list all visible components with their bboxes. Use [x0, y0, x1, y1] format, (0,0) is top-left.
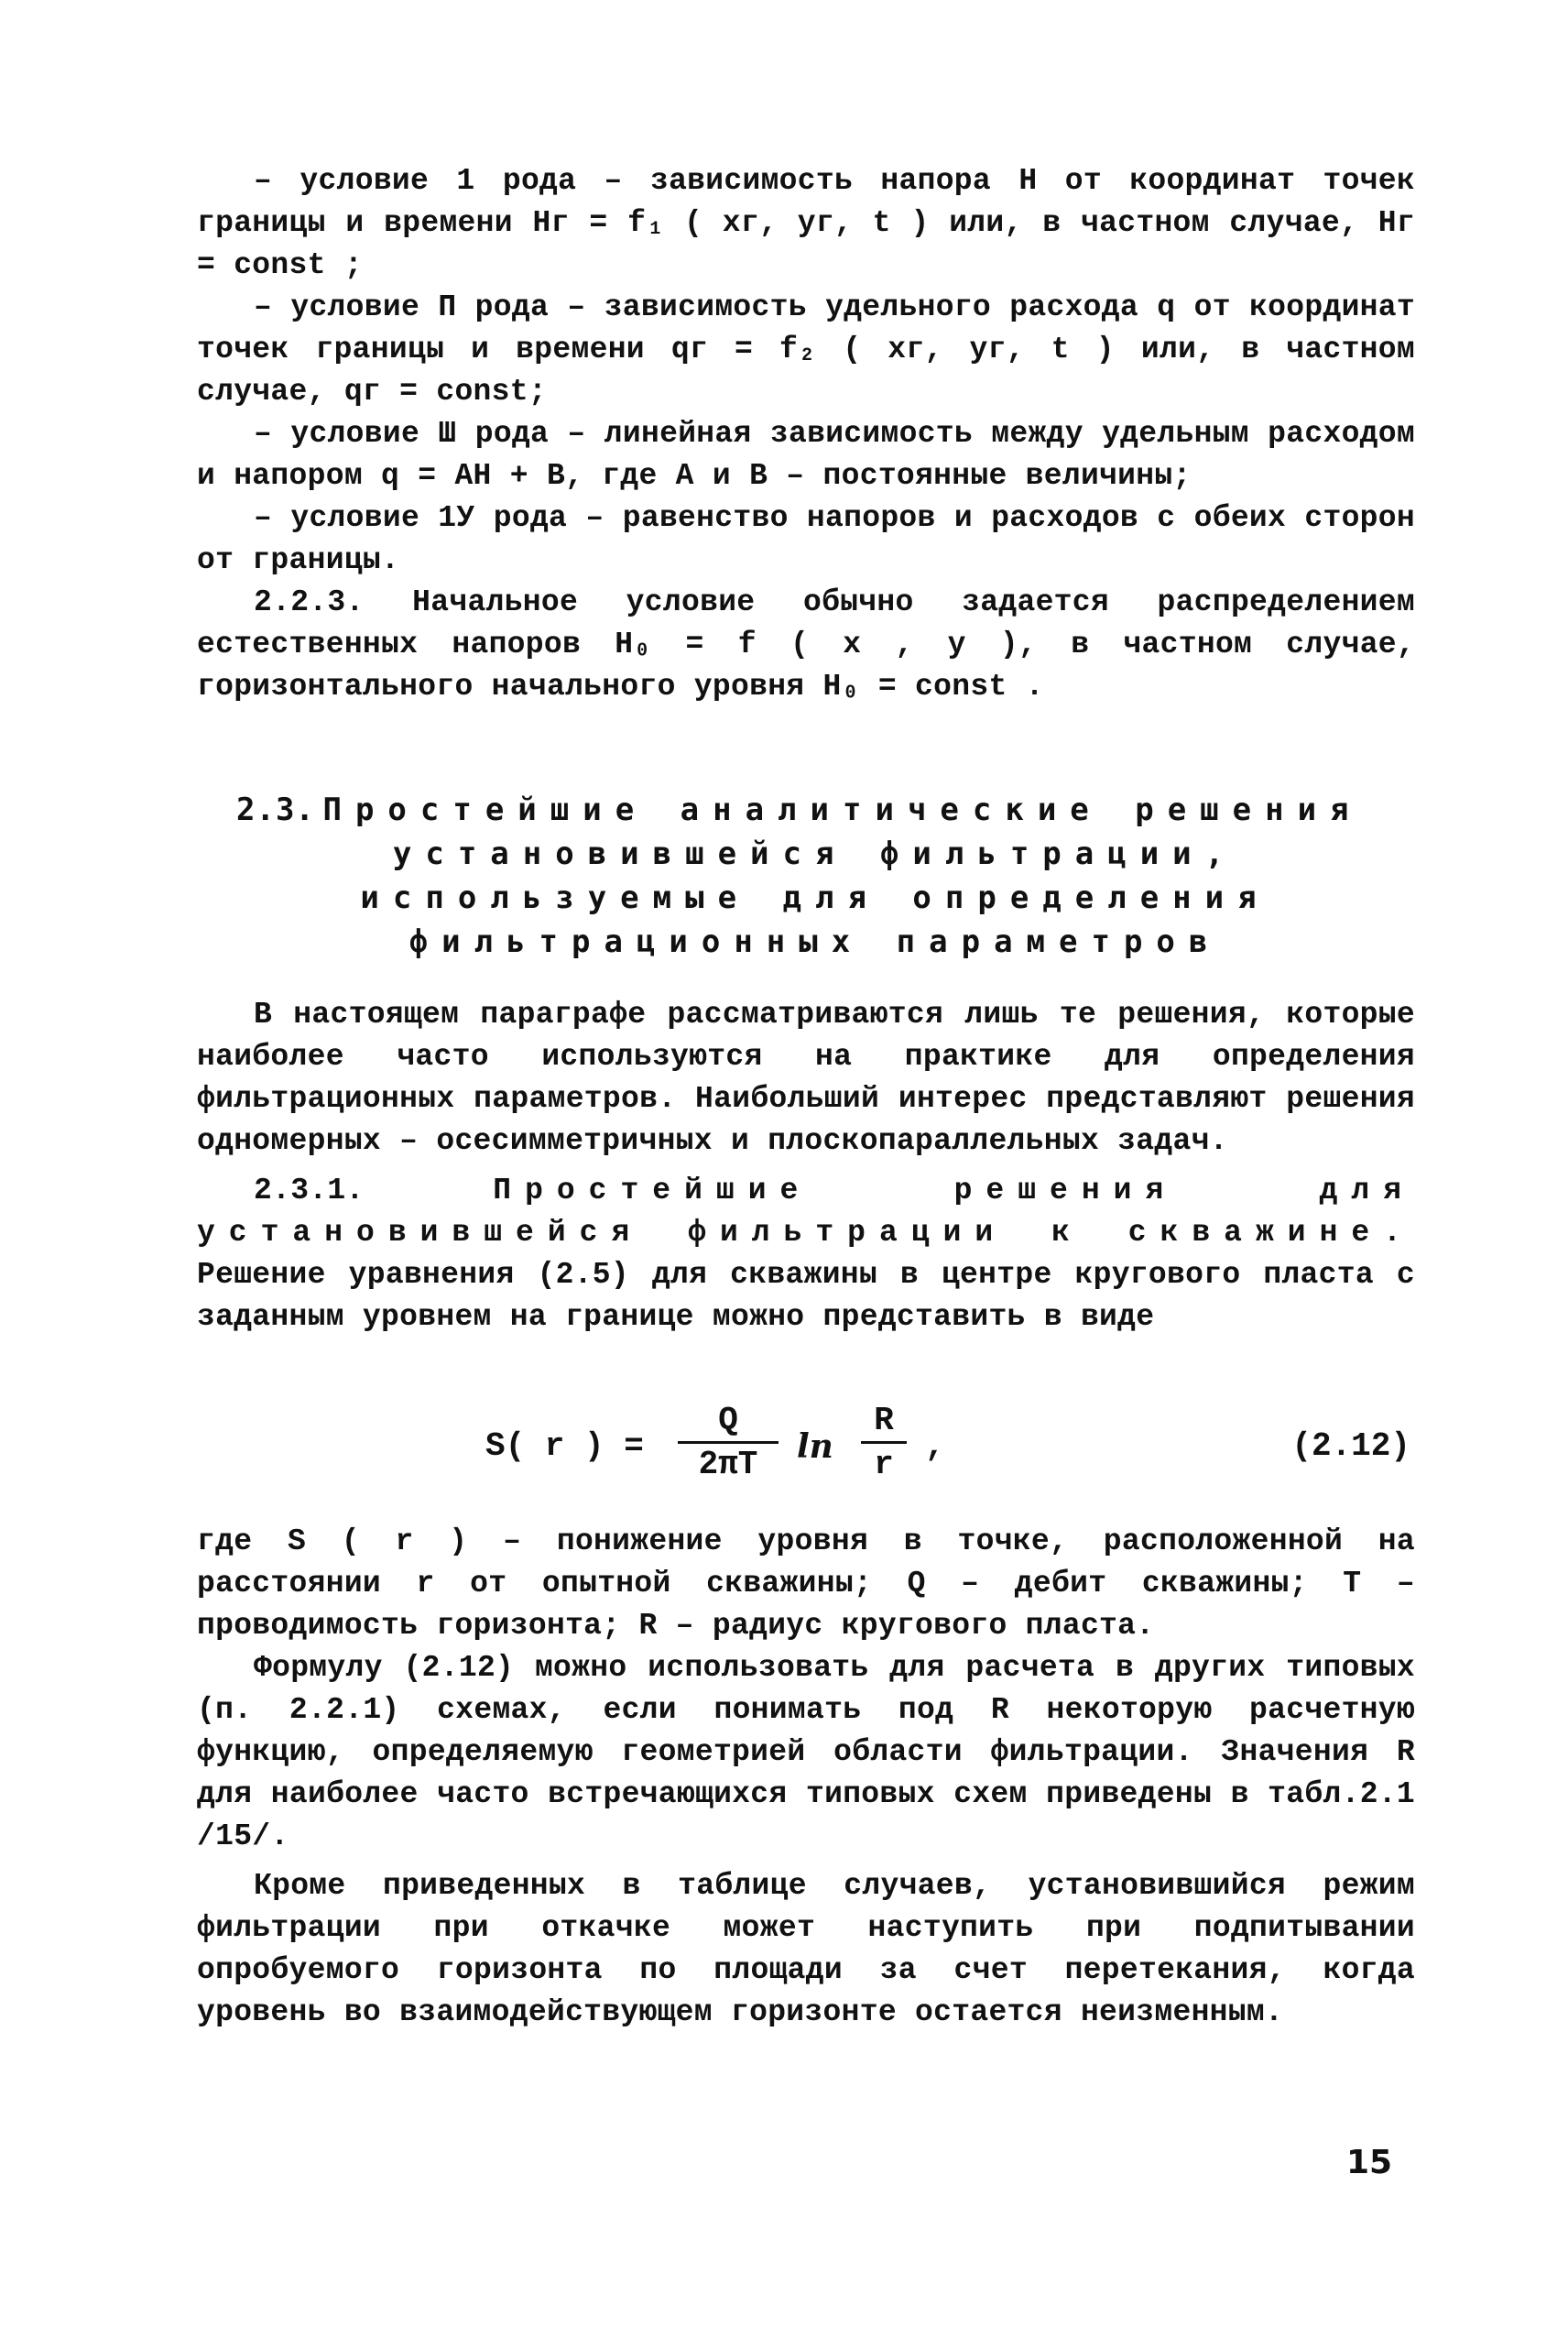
- section-title-line-1: Простейшие аналитические решения: [322, 792, 1363, 828]
- subsection-text: Решение уравнения (2.5) для скважины в центре кругового пласта с заданным уровнем на границе можно представить в виде: [197, 1258, 1415, 1334]
- formula-comma: ,: [925, 1427, 945, 1465]
- formula-number: (2.12): [1291, 1427, 1410, 1465]
- formula-numerator-r: R: [861, 1402, 907, 1444]
- section-title-line-3: используемые для определения: [360, 879, 1270, 916]
- condition-4-paragraph: – условие 1У рода – равенство напоров и расходов с обеих сторон от границы.: [197, 501, 1415, 577]
- section-number: 2.3.: [236, 792, 315, 828]
- section-title-line-4: фильтрационных параметров: [408, 923, 1222, 960]
- formula-fraction-q: [678, 1402, 779, 1483]
- formula-ln: ln: [797, 1427, 833, 1466]
- formula-denominator-2pit: 2πT: [698, 1446, 758, 1483]
- formula-denominator-r: r: [874, 1446, 894, 1483]
- steady-state-paragraph: Кроме приведенных в таблице случаев, установившийся режим фильтрации при откачке может наступить при подпитывании опробуемого горизонта по площади за счет перетекания, когда уровень во взаимодействующем горизонте остается неизменным.: [197, 1869, 1415, 2029]
- variables-paragraph: где S ( r ) – понижение уровня в точке, расположенной на расстоянии r от опытной скважины; Q – дебит скважины; Т – проводимость горизонта; R – радиус кругового пласта.: [197, 1524, 1415, 1643]
- formula-fraction-r: [861, 1402, 907, 1483]
- page-number: 15: [1346, 2144, 1393, 2181]
- subsection-number: 2.3.1.: [254, 1174, 365, 1207]
- section-body: [197, 994, 1415, 1338]
- condition-1-paragraph: – условие 1 рода – зависимость напора Н от координат точек границы и времени Нг = f₁ ( xг, yг, t ) или, в частном случае, Нг = const ;: [197, 164, 1415, 282]
- initial-condition-paragraph: 2.2.3. Начальное условие обычно задается распределением естественных напоров Н₀ = f ( x , y ), в частном случае, горизонтального начального уровня Н₀ = const .: [197, 585, 1415, 704]
- condition-2-paragraph: – условие П рода – зависимость удельного расхода q от координат точек границы и времени qг = f₂ ( xг, yг, t ) или, в частном случае, qг = const;: [197, 290, 1415, 409]
- intro-paragraph: В настоящем параграфе рассматриваются лишь те решения, которые наиболее часто используются на практике для определения фильтрационных параметров. Наибольший интерес представляют решения одномерных – осесимметричных и плоскопараллельных задач.: [197, 998, 1415, 1158]
- formula-numerator-q: Q: [678, 1402, 779, 1444]
- section-title-line-2: установившейся фильтрации,: [392, 836, 1238, 872]
- section-heading: [220, 788, 1410, 964]
- formula-2-12: [485, 1402, 1410, 1502]
- subsection-title: Простейшие решения для установившейся фильтрации к скважине.: [197, 1174, 1415, 1250]
- condition-3-paragraph: – условие Ш рода – линейная зависимость между удельным расходом и напором q = АН + В, где А и В – постоянные величины;: [197, 417, 1415, 493]
- formula-lhs: S( r ) =: [485, 1427, 644, 1465]
- subsection-paragraph: [197, 1170, 1415, 1338]
- boundary-conditions-list: [197, 160, 1415, 708]
- explanation-block: [197, 1521, 1415, 2034]
- formula-usage-paragraph: Формулу (2.12) можно использовать для расчета в других типовых (п. 2.2.1) схемах, если понимать под R некоторую расчетную функцию, определяемую геометрией области фильтрации. Значения R для наиболее часто встречающихся типовых схем приведены в табл.2.1 /15/.: [197, 1651, 1415, 1853]
